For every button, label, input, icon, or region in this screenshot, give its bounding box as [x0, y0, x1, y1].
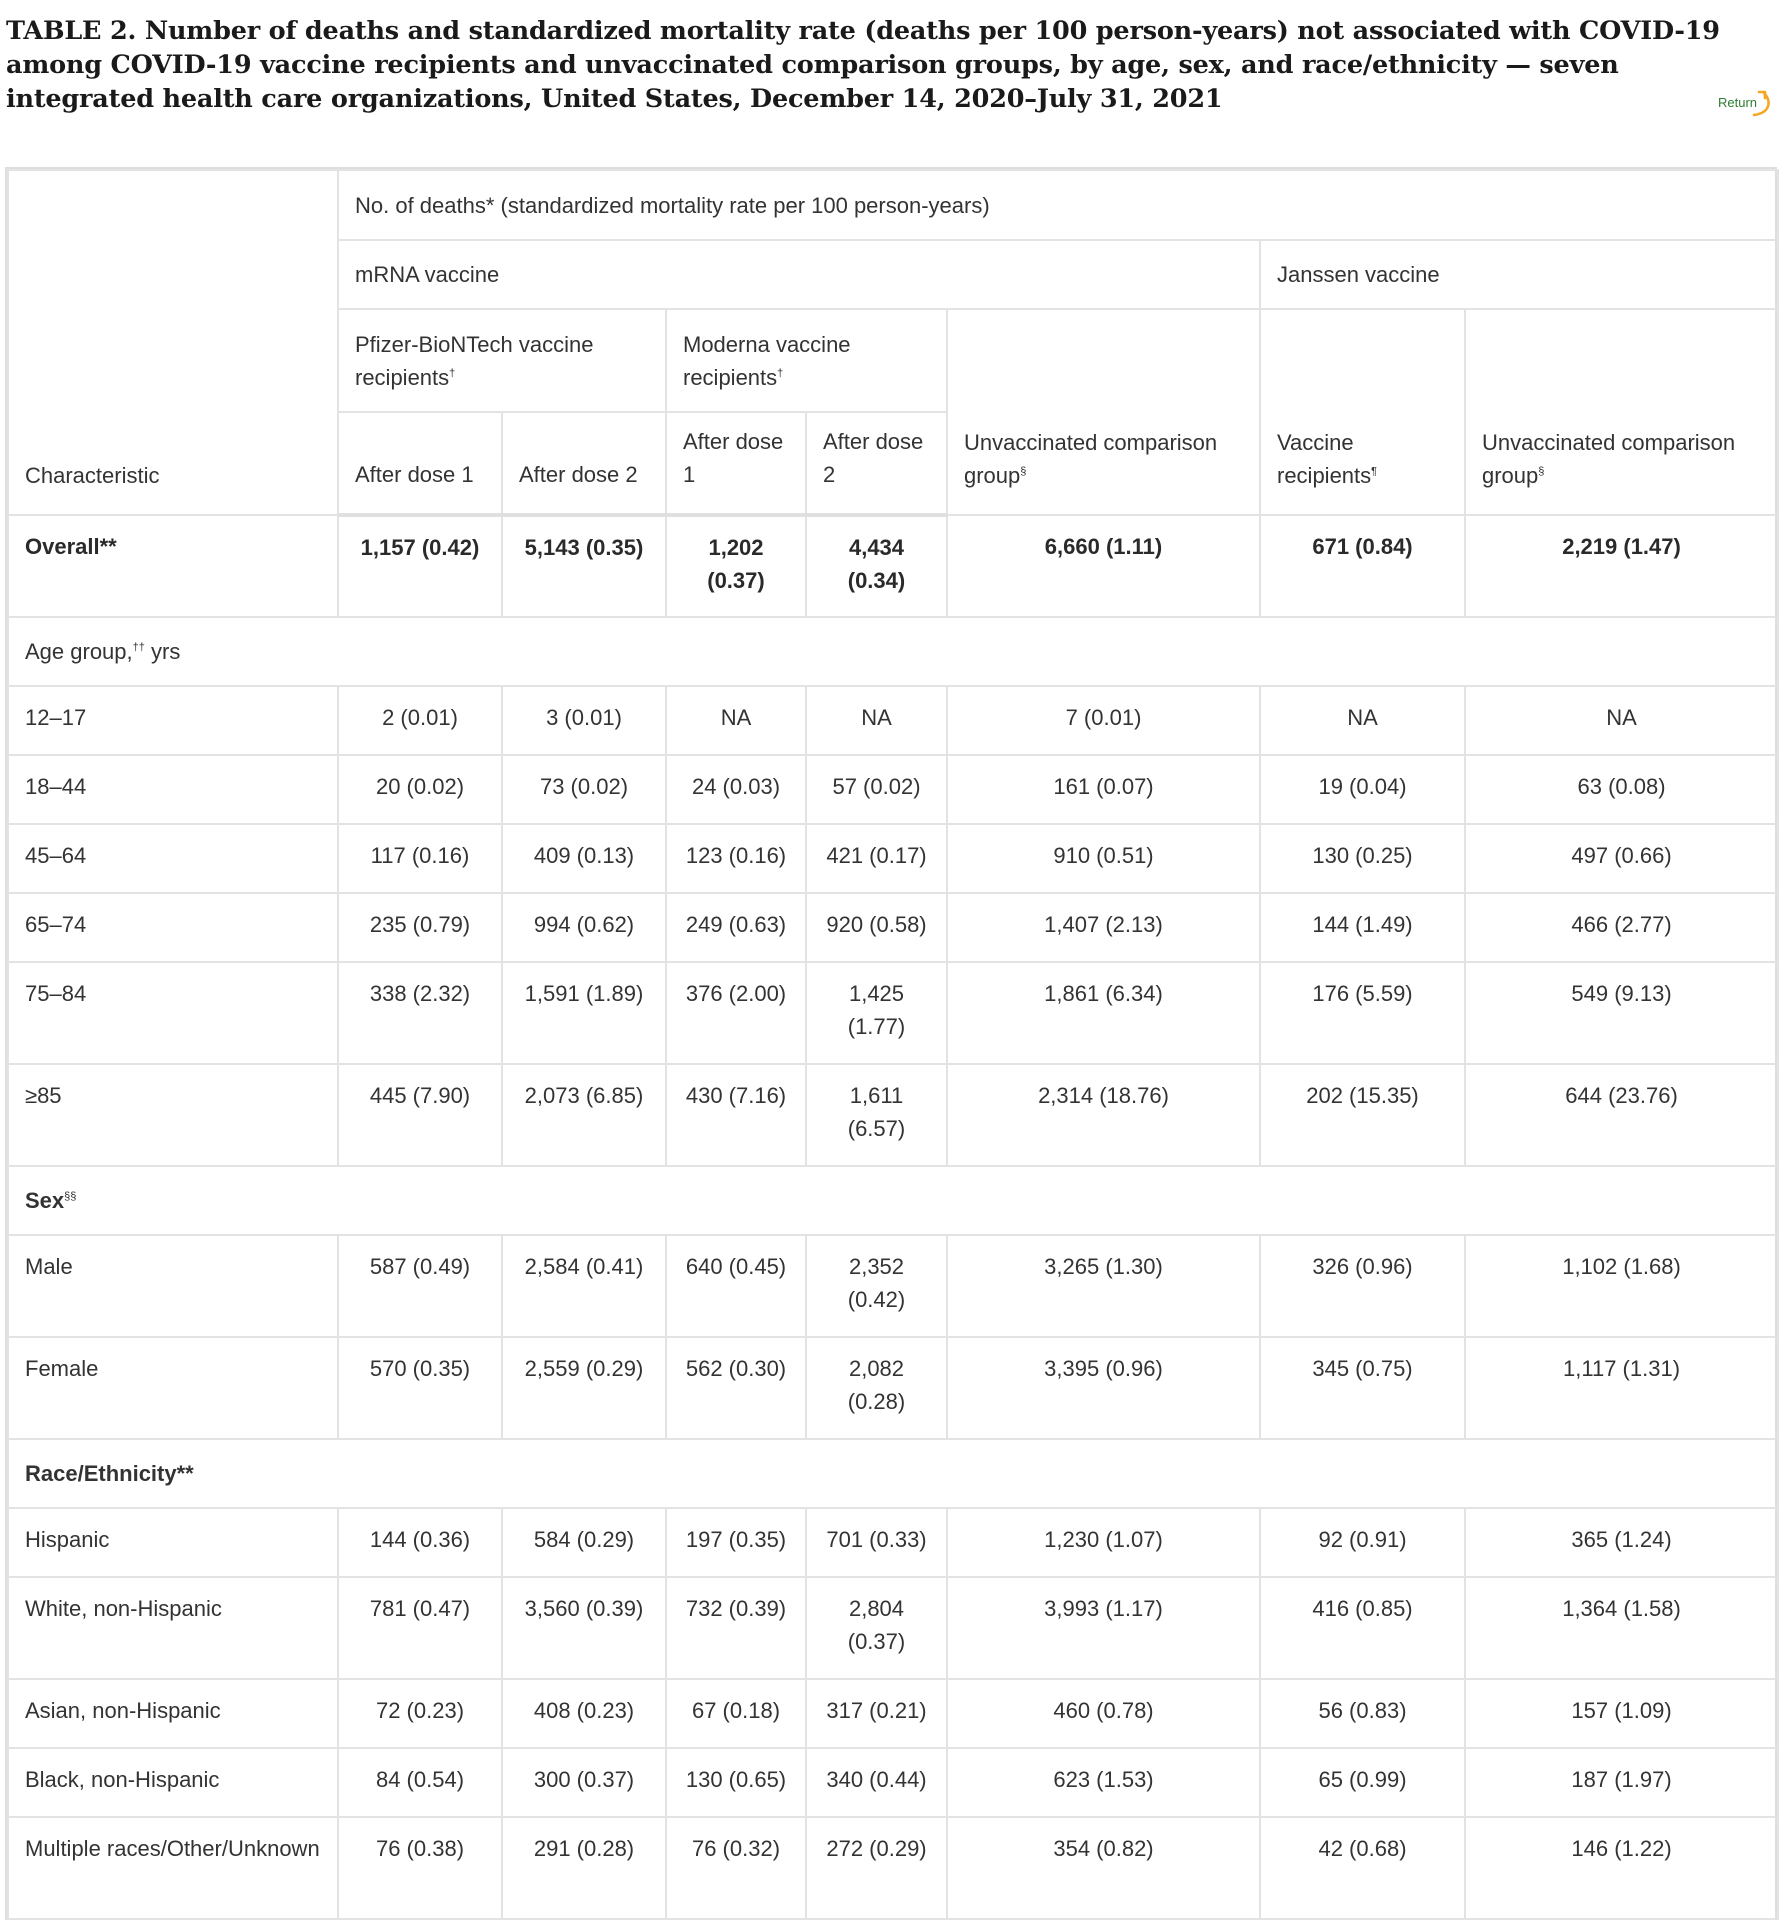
cell-janssen-recipients: 176 (5.59) — [1260, 962, 1465, 1064]
cell-unvaccinated-janssen: 2,219 (1.47) — [1465, 515, 1778, 617]
cell-moderna-dose-2: 272 (0.29) — [806, 1817, 947, 1919]
header-janssen-vaccine: Janssen vaccine — [1260, 240, 1778, 309]
return-arrow-icon — [1750, 89, 1776, 121]
section-label-race — [8, 1439, 1778, 1508]
cell-moderna-dose-2: 340 (0.44) — [806, 1748, 947, 1817]
cell-pfizer-dose-1: 72 (0.23) — [338, 1679, 502, 1748]
cell-unvaccinated-janssen: 549 (9.13) — [1465, 962, 1778, 1064]
cell-unvaccinated-mrna: 7 (0.01) — [947, 686, 1260, 755]
cell-janssen-recipients: 92 (0.91) — [1260, 1508, 1465, 1577]
header-row-1 — [8, 170, 1778, 240]
header-pfizer-recipients — [338, 309, 666, 412]
cell-pfizer-dose-2: 73 (0.02) — [502, 755, 666, 824]
row-label: Black, non-Hispanic — [8, 1748, 338, 1817]
cell-pfizer-dose-1: 781 (0.47) — [338, 1577, 502, 1679]
cell-moderna-dose-2: 2,082 (0.28) — [806, 1337, 947, 1439]
section-label-age — [8, 617, 1778, 686]
cell-unvaccinated-janssen: 644 (23.76) — [1465, 1064, 1778, 1166]
section-sex-mark: §§ — [64, 1190, 77, 1203]
cell-janssen-recipients: 202 (15.35) — [1260, 1064, 1465, 1166]
cell-pfizer-dose-1: 445 (7.90) — [338, 1064, 502, 1166]
row-label: Female — [8, 1337, 338, 1439]
table-row-age-65-74 — [8, 893, 1778, 962]
row-label: Male — [8, 1235, 338, 1337]
row-label: 18–44 — [8, 755, 338, 824]
cell-unvaccinated-mrna: 2,314 (18.76) — [947, 1064, 1260, 1166]
cell-unvaccinated-mrna: 623 (1.53) — [947, 1748, 1260, 1817]
cell-pfizer-dose-1: 587 (0.49) — [338, 1235, 502, 1337]
header-unvaccinated-janssen — [1465, 309, 1778, 515]
section-age-label: Age group, — [25, 639, 133, 664]
table-row-overall — [8, 515, 1778, 617]
table-row-asian-non-hispanic — [8, 1679, 1778, 1748]
cell-moderna-dose-1: 562 (0.30) — [666, 1337, 806, 1439]
table-caption: TABLE 2. Number of deaths and standardized mortality rate (deaths per 100 person-years) not associated with COVID-19 among COVID-19 vaccine recipients and unvaccinated comparison groups, by age, sex, and race/ethnicity — seven integrated health care organizations, United States, December 14, 2020–July 31, 2021 — [6, 16, 1720, 114]
cell-unvaccinated-janssen: 1,117 (1.31) — [1465, 1337, 1778, 1439]
cell-moderna-dose-1: 732 (0.39) — [666, 1577, 806, 1679]
cell-janssen-recipients: 326 (0.96) — [1260, 1235, 1465, 1337]
mortality-table — [7, 169, 1779, 1920]
cell-pfizer-dose-2: 2,073 (6.85) — [502, 1064, 666, 1166]
cell-pfizer-dose-2: 5,143 (0.35) — [502, 515, 666, 617]
cell-unvaccinated-mrna: 460 (0.78) — [947, 1679, 1260, 1748]
cell-moderna-dose-1: 376 (2.00) — [666, 962, 806, 1064]
section-race-label: Race/Ethnicity** — [25, 1461, 194, 1486]
row-label: Asian, non-Hispanic — [8, 1679, 338, 1748]
section-row-race — [8, 1439, 1778, 1508]
return-link[interactable] — [1712, 89, 1778, 123]
cell-pfizer-dose-1: 2 (0.01) — [338, 686, 502, 755]
cell-moderna-dose-1: 24 (0.03) — [666, 755, 806, 824]
table-row-age-45-64 — [8, 824, 1778, 893]
cell-moderna-dose-2: NA — [806, 686, 947, 755]
cell-moderna-dose-2: 701 (0.33) — [806, 1508, 947, 1577]
cell-janssen-recipients: 416 (0.85) — [1260, 1577, 1465, 1679]
cell-unvaccinated-janssen: 365 (1.24) — [1465, 1508, 1778, 1577]
row-label: Overall** — [8, 515, 338, 617]
table-row-black-non-hispanic — [8, 1748, 1778, 1817]
cell-moderna-dose-2: 2,352 (0.42) — [806, 1235, 947, 1337]
cell-unvaccinated-janssen: 157 (1.09) — [1465, 1679, 1778, 1748]
cell-pfizer-dose-1: 570 (0.35) — [338, 1337, 502, 1439]
cell-pfizer-dose-1: 1,157 (0.42) — [338, 515, 502, 617]
header-moderna-label: Moderna vaccine recipients — [683, 331, 851, 390]
row-label: 65–74 — [8, 893, 338, 962]
row-label: Multiple races/Other/Unknown — [8, 1817, 338, 1919]
header-unvaccinated-janssen-label: Unvaccinated comparison group — [1482, 430, 1736, 488]
header-no-of-deaths-rest: (standardized mortality rate per 100 person-years) — [494, 192, 990, 218]
cell-moderna-dose-2: 57 (0.02) — [806, 755, 947, 824]
header-moderna-dose-2: After dose 2 — [806, 412, 947, 515]
table-row-hispanic — [8, 1508, 1778, 1577]
cell-unvaccinated-mrna: 3,993 (1.17) — [947, 1577, 1260, 1679]
section-age-mark: †† — [132, 641, 145, 654]
row-label: 75–84 — [8, 962, 338, 1064]
header-no-of-deaths-mark: * — [485, 192, 495, 218]
cell-pfizer-dose-1: 117 (0.16) — [338, 824, 502, 893]
table-row-age-75-84 — [8, 962, 1778, 1064]
cell-janssen-recipients: 345 (0.75) — [1260, 1337, 1465, 1439]
table-row-male — [8, 1235, 1778, 1337]
cell-moderna-dose-2: 4,434 (0.34) — [806, 515, 947, 617]
cell-pfizer-dose-1: 84 (0.54) — [338, 1748, 502, 1817]
cell-pfizer-dose-2: 409 (0.13) — [502, 824, 666, 893]
cell-moderna-dose-1: 76 (0.32) — [666, 1817, 806, 1919]
cell-pfizer-dose-2: 291 (0.28) — [502, 1817, 666, 1919]
header-unvaccinated-mrna-mark: § — [1020, 465, 1027, 478]
cell-janssen-recipients: 130 (0.25) — [1260, 824, 1465, 893]
cell-pfizer-dose-2: 584 (0.29) — [502, 1508, 666, 1577]
cell-pfizer-dose-2: 1,591 (1.89) — [502, 962, 666, 1064]
header-characteristic: Characteristic — [8, 170, 338, 515]
header-unvaccinated-mrna-label: Unvaccinated comparison group — [964, 430, 1218, 488]
table-row-age-85-plus — [8, 1064, 1778, 1166]
section-row-age — [8, 617, 1778, 686]
section-age-suffix: yrs — [144, 639, 181, 664]
cell-unvaccinated-mrna: 3,395 (0.96) — [947, 1337, 1260, 1439]
cell-janssen-recipients: 56 (0.83) — [1260, 1679, 1465, 1748]
header-no-of-deaths — [338, 170, 1778, 240]
cell-unvaccinated-janssen: 146 (1.22) — [1465, 1817, 1778, 1919]
cell-moderna-dose-1: 67 (0.18) — [666, 1679, 806, 1748]
row-label: 12–17 — [8, 686, 338, 755]
cell-pfizer-dose-2: 3,560 (0.39) — [502, 1577, 666, 1679]
cell-janssen-recipients: 671 (0.84) — [1260, 515, 1465, 617]
cell-pfizer-dose-1: 76 (0.38) — [338, 1817, 502, 1919]
header-moderna-mark: † — [777, 367, 784, 380]
row-label: 45–64 — [8, 824, 338, 893]
cell-moderna-dose-2: 1,425 (1.77) — [806, 962, 947, 1064]
cell-janssen-recipients: 144 (1.49) — [1260, 893, 1465, 962]
cell-unvaccinated-mrna: 6,660 (1.11) — [947, 515, 1260, 617]
cell-moderna-dose-2: 421 (0.17) — [806, 824, 947, 893]
header-mrna-vaccine: mRNA vaccine — [338, 240, 1260, 309]
cell-moderna-dose-2: 1,611 (6.57) — [806, 1064, 947, 1166]
cell-unvaccinated-mrna: 1,407 (2.13) — [947, 893, 1260, 962]
section-sex-label: Sex — [25, 1188, 65, 1213]
cell-janssen-recipients: 42 (0.68) — [1260, 1817, 1465, 1919]
cell-unvaccinated-janssen: NA — [1465, 686, 1778, 755]
cell-pfizer-dose-1: 144 (0.36) — [338, 1508, 502, 1577]
header-pfizer-mark: † — [449, 367, 456, 380]
table-container — [5, 167, 1777, 1920]
cell-moderna-dose-2: 920 (0.58) — [806, 893, 947, 962]
cell-unvaccinated-mrna: 1,861 (6.34) — [947, 962, 1260, 1064]
cell-pfizer-dose-1: 20 (0.02) — [338, 755, 502, 824]
header-pfizer-dose-1: After dose 1 — [338, 412, 502, 515]
cell-pfizer-dose-1: 338 (2.32) — [338, 962, 502, 1064]
header-moderna-recipients — [666, 309, 947, 412]
cell-unvaccinated-janssen: 466 (2.77) — [1465, 893, 1778, 962]
cell-pfizer-dose-2: 3 (0.01) — [502, 686, 666, 755]
cell-moderna-dose-1: 430 (7.16) — [666, 1064, 806, 1166]
cell-unvaccinated-janssen: 187 (1.97) — [1465, 1748, 1778, 1817]
table-row-age-18-44 — [8, 755, 1778, 824]
header-pfizer-label: Pfizer-BioNTech vaccine recipients — [355, 331, 594, 390]
header-janssen-recipients-mark: ¶ — [1371, 465, 1378, 478]
header-janssen-recipients — [1260, 309, 1465, 515]
cell-moderna-dose-1: 130 (0.65) — [666, 1748, 806, 1817]
cell-pfizer-dose-2: 300 (0.37) — [502, 1748, 666, 1817]
cell-janssen-recipients: 19 (0.04) — [1260, 755, 1465, 824]
header-moderna-dose-1: After dose 1 — [666, 412, 806, 515]
cell-pfizer-dose-1: 235 (0.79) — [338, 893, 502, 962]
row-label: ≥85 — [8, 1064, 338, 1166]
cell-moderna-dose-1: 640 (0.45) — [666, 1235, 806, 1337]
cell-janssen-recipients: NA — [1260, 686, 1465, 755]
header-unvaccinated-janssen-mark: § — [1538, 465, 1545, 478]
cell-unvaccinated-janssen: 497 (0.66) — [1465, 824, 1778, 893]
table-row-white-non-hispanic — [8, 1577, 1778, 1679]
cell-moderna-dose-1: 123 (0.16) — [666, 824, 806, 893]
cell-unvaccinated-janssen: 63 (0.08) — [1465, 755, 1778, 824]
header-no-of-deaths-label: No. of deaths — [355, 192, 486, 218]
cell-unvaccinated-janssen: 1,102 (1.68) — [1465, 1235, 1778, 1337]
row-label: Hispanic — [8, 1508, 338, 1577]
cell-janssen-recipients: 65 (0.99) — [1260, 1748, 1465, 1817]
header-janssen-recipients-label: Vaccine recipients — [1277, 430, 1372, 488]
cell-unvaccinated-mrna: 3,265 (1.30) — [947, 1235, 1260, 1337]
cell-moderna-dose-1: 197 (0.35) — [666, 1508, 806, 1577]
cell-unvaccinated-janssen: 1,364 (1.58) — [1465, 1577, 1778, 1679]
table-row-female — [8, 1337, 1778, 1439]
cell-moderna-dose-1: 1,202 (0.37) — [666, 515, 806, 617]
header-unvaccinated-mrna — [947, 309, 1260, 515]
row-label: White, non-Hispanic — [8, 1577, 338, 1679]
cell-moderna-dose-1: NA — [666, 686, 806, 755]
cell-pfizer-dose-2: 994 (0.62) — [502, 893, 666, 962]
table-row-age-12-17 — [8, 686, 1778, 755]
cell-unvaccinated-mrna: 161 (0.07) — [947, 755, 1260, 824]
header-pfizer-dose-2: After dose 2 — [502, 412, 666, 515]
cell-pfizer-dose-2: 2,584 (0.41) — [502, 1235, 666, 1337]
table-row-multiple-races — [8, 1817, 1778, 1919]
cell-pfizer-dose-2: 2,559 (0.29) — [502, 1337, 666, 1439]
section-row-sex — [8, 1166, 1778, 1235]
cell-moderna-dose-2: 317 (0.21) — [806, 1679, 947, 1748]
cell-moderna-dose-2: 2,804 (0.37) — [806, 1577, 947, 1679]
section-label-sex — [8, 1166, 1778, 1235]
cell-unvaccinated-mrna: 1,230 (1.07) — [947, 1508, 1260, 1577]
cell-unvaccinated-mrna: 354 (0.82) — [947, 1817, 1260, 1919]
cell-unvaccinated-mrna: 910 (0.51) — [947, 824, 1260, 893]
cell-moderna-dose-1: 249 (0.63) — [666, 893, 806, 962]
return-label: Return — [1718, 95, 1758, 110]
cell-pfizer-dose-2: 408 (0.23) — [502, 1679, 666, 1748]
